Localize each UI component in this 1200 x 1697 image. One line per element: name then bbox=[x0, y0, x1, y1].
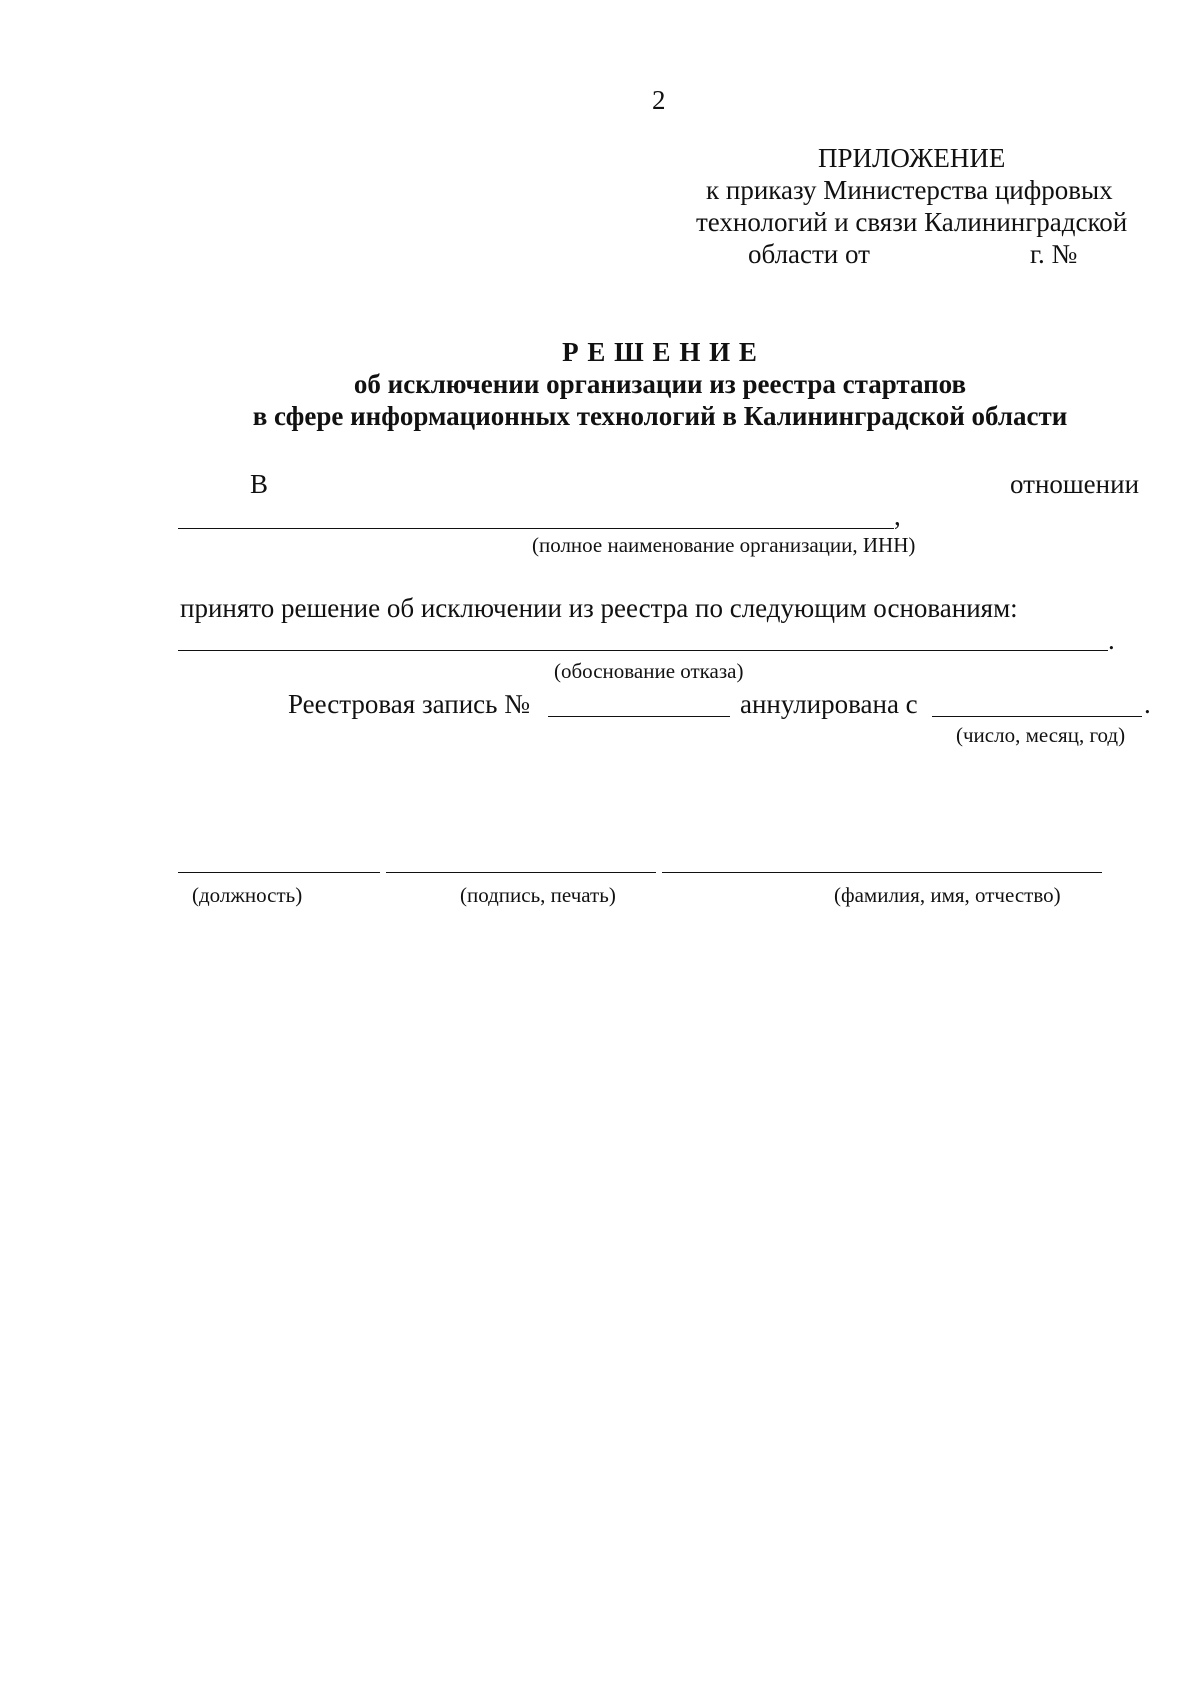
annulment-date-underline bbox=[932, 716, 1142, 717]
in-word: В bbox=[250, 469, 269, 499]
appendix-line-3-prefix: области от bbox=[748, 239, 870, 269]
organization-comma: , bbox=[894, 501, 901, 531]
signature-caption: (подпись, печать) bbox=[460, 883, 616, 907]
position-field[interactable] bbox=[180, 842, 376, 870]
document-title: Р Е Ш Е Н И Е bbox=[562, 337, 758, 367]
date-caption: (число, месяц, год) bbox=[956, 723, 1126, 747]
document-subtitle-1: об исключении организации из реестра стартапов bbox=[353, 369, 967, 399]
decision-text: принято решение об исключении из реестра по следующим основаниям: bbox=[180, 593, 1018, 623]
appendix-line-3-suffix: г. № bbox=[1030, 239, 1078, 269]
signature-underline bbox=[386, 872, 656, 873]
full-name-field[interactable] bbox=[664, 842, 1098, 870]
reason-field[interactable] bbox=[180, 622, 1100, 650]
position-caption: (должность) bbox=[192, 883, 303, 907]
reason-underline bbox=[178, 650, 1108, 651]
organization-underline bbox=[178, 528, 894, 529]
annulment-date-field[interactable] bbox=[934, 690, 1140, 718]
appendix-line-2: технологий и связи Калининградской bbox=[696, 207, 1128, 237]
registry-prefix: Реестровая запись № bbox=[288, 689, 530, 719]
registry-number-field[interactable] bbox=[550, 690, 728, 718]
relation-word: отношении bbox=[1010, 469, 1140, 499]
organization-caption: (полное наименование организации, ИНН) bbox=[532, 533, 916, 557]
organization-field[interactable] bbox=[180, 500, 890, 528]
reason-caption: (обоснование отказа) bbox=[554, 659, 744, 683]
full-name-underline bbox=[662, 872, 1102, 873]
signature-field[interactable] bbox=[388, 842, 652, 870]
order-number-field[interactable] bbox=[1092, 240, 1152, 270]
page-number: 2 bbox=[652, 85, 666, 115]
appendix-title: ПРИЛОЖЕНИЕ bbox=[818, 143, 1006, 173]
registry-middle: аннулирована с bbox=[740, 689, 918, 719]
appendix-line-1: к приказу Министерства цифровых bbox=[706, 175, 1113, 205]
full-name-caption: (фамилия, имя, отчество) bbox=[834, 883, 1061, 907]
registry-end: . bbox=[1144, 689, 1151, 719]
reason-period: . bbox=[1108, 625, 1115, 655]
order-date-field[interactable] bbox=[880, 240, 1020, 270]
registry-number-underline bbox=[548, 716, 730, 717]
position-underline bbox=[178, 872, 380, 873]
document-subtitle-2: в сфере информационных технологий в Калининградской области bbox=[252, 401, 1068, 431]
